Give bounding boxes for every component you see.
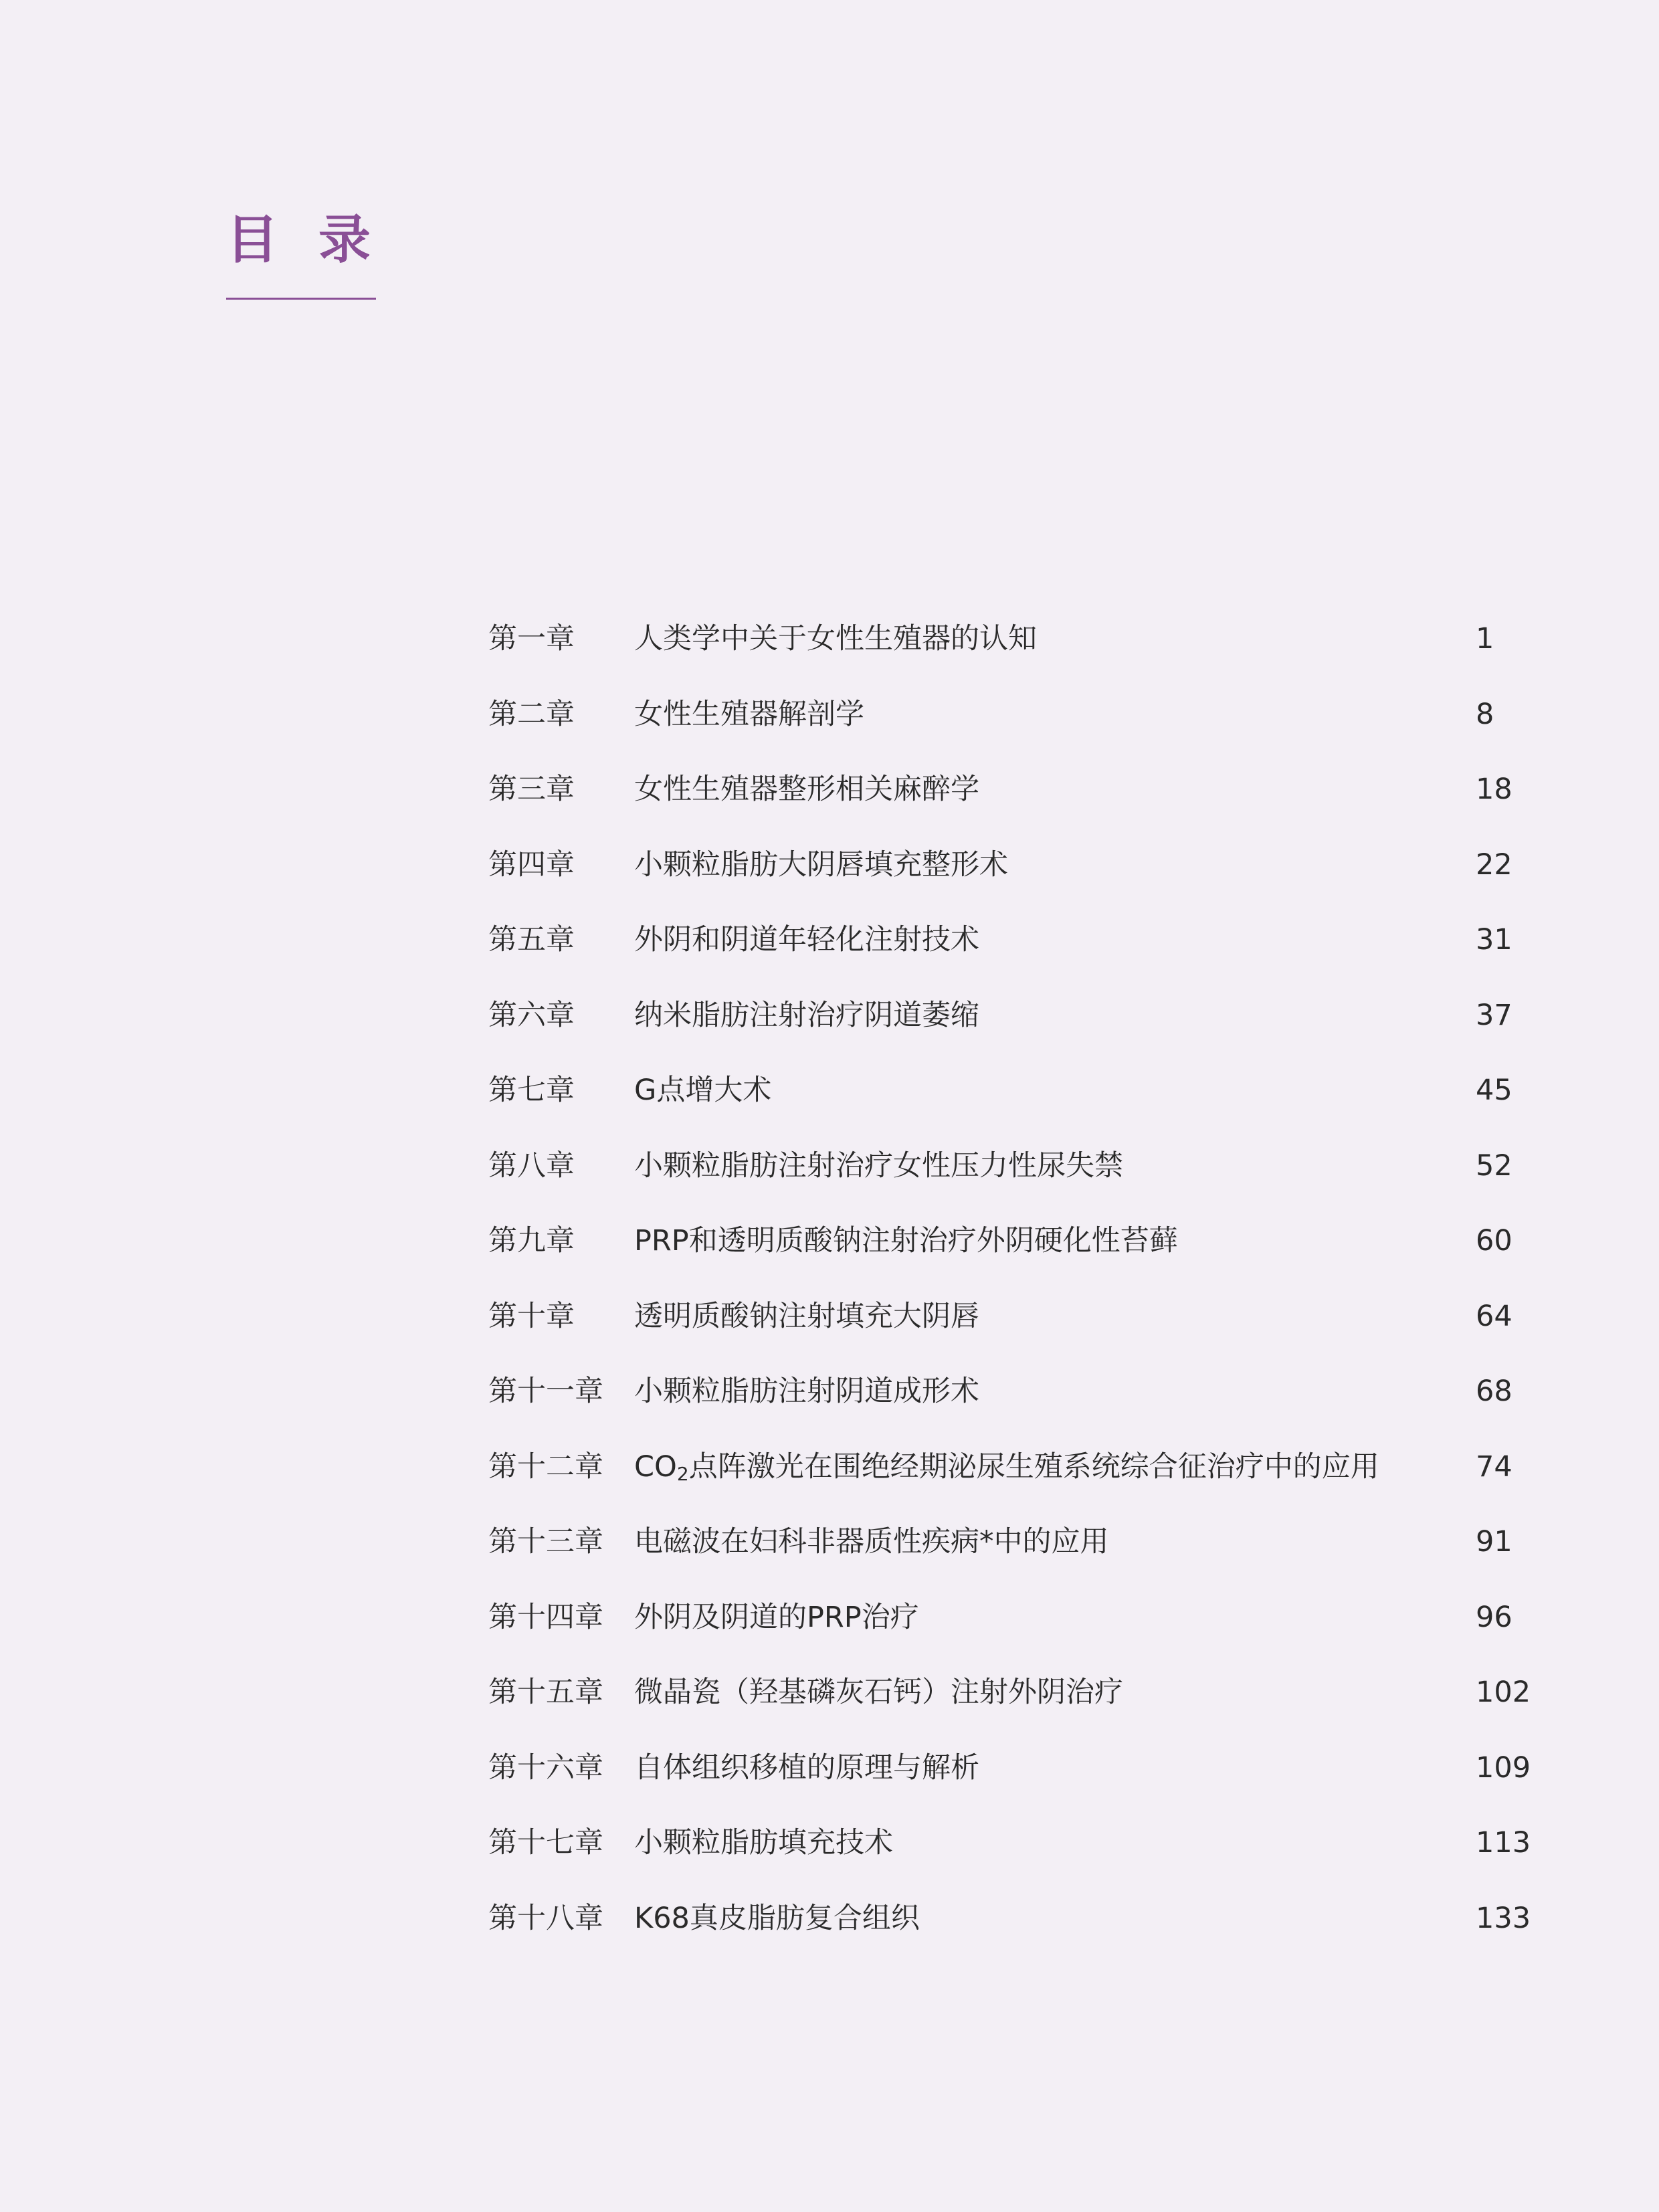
page-number: 102 xyxy=(1476,1676,1531,1709)
title-underline xyxy=(226,298,376,300)
chapter-title: 小颗粒脂肪注射治疗女性压力性尿失禁 xyxy=(634,1148,1123,1183)
chapter-title: 小颗粒脂肪大阴唇填充整形术 xyxy=(634,847,1008,882)
chapter-title: 女性生殖器解剖学 xyxy=(634,697,864,731)
page-number: 74 xyxy=(1476,1449,1512,1484)
chapter-title: 人类学中关于女性生殖器的认知 xyxy=(634,622,1037,656)
chapter-title: PRP和透明质酸钠注射治疗外阴硬化性苔藓 xyxy=(634,1224,1178,1258)
chapter-title: 外阴和阴道年轻化注射技术 xyxy=(634,923,979,957)
chapter-number: 第十六章 xyxy=(488,1750,603,1785)
toc-row[interactable] xyxy=(488,1744,1532,1820)
chapter-title-prefix: CO xyxy=(634,1449,677,1484)
chapter-number: 第一章 xyxy=(488,622,575,656)
page-number: 18 xyxy=(1476,773,1512,806)
chapter-title: 电磁波在妇科非器质性疾病*中的应用 xyxy=(634,1525,1109,1559)
toc-row[interactable] xyxy=(488,766,1532,841)
page-number: 96 xyxy=(1476,1600,1512,1634)
page-number: 113 xyxy=(1476,1826,1531,1859)
chapter-number: 第十一章 xyxy=(488,1375,603,1408)
toc-row[interactable] xyxy=(488,1368,1532,1443)
chapter-title: 女性生殖器整形相关麻醉学 xyxy=(634,773,979,806)
chapter-number: 第四章 xyxy=(488,847,575,882)
toc-row[interactable] xyxy=(488,1443,1532,1519)
chapter-number: 第九章 xyxy=(488,1224,575,1258)
page-number: 8 xyxy=(1476,697,1494,731)
page-number: 109 xyxy=(1476,1750,1531,1785)
chapter-title: 小颗粒脂肪注射阴道成形术 xyxy=(634,1375,979,1408)
chapter-title: 纳米脂肪注射治疗阴道萎缩 xyxy=(634,998,979,1032)
page-number: 37 xyxy=(1476,998,1512,1032)
table-of-contents xyxy=(488,615,1532,1970)
toc-row[interactable] xyxy=(488,916,1532,992)
chapter-title: K68真皮脂肪复合组织 xyxy=(634,1901,920,1935)
chapter-number: 第十二章 xyxy=(488,1449,603,1484)
toc-row[interactable] xyxy=(488,1819,1532,1895)
chapter-number: 第二章 xyxy=(488,697,575,731)
chapter-title: 微晶瓷（羟基磷灰石钙）注射外阴治疗 xyxy=(634,1676,1123,1709)
toc-row[interactable] xyxy=(488,691,1532,767)
chapter-number: 第八章 xyxy=(488,1148,575,1183)
page-number: 91 xyxy=(1476,1525,1512,1559)
page-number: 22 xyxy=(1476,847,1512,882)
chapter-title: 透明质酸钠注射填充大阴唇 xyxy=(634,1299,979,1333)
toc-row[interactable] xyxy=(488,1669,1532,1744)
toc-row[interactable] xyxy=(488,1895,1532,1971)
chapter-number: 第七章 xyxy=(488,1074,575,1107)
toc-row[interactable] xyxy=(488,1518,1532,1594)
toc-row[interactable] xyxy=(488,615,1532,691)
chapter-number: 第六章 xyxy=(488,998,575,1032)
page-number: 64 xyxy=(1476,1299,1512,1333)
page-number: 133 xyxy=(1476,1901,1531,1935)
chapter-number: 第十章 xyxy=(488,1299,575,1333)
toc-row[interactable] xyxy=(488,1217,1532,1293)
toc-row[interactable] xyxy=(488,1293,1532,1369)
chapter-number: 第十四章 xyxy=(488,1600,603,1634)
chapter-number: 第十五章 xyxy=(488,1676,603,1709)
chapter-number: 第五章 xyxy=(488,923,575,957)
chapter-title: 自体组织移植的原理与解析 xyxy=(634,1750,979,1785)
toc-row[interactable] xyxy=(488,1067,1532,1142)
chapter-number: 第十八章 xyxy=(488,1901,603,1935)
chapter-title: G点增大术 xyxy=(634,1074,772,1107)
page-number: 1 xyxy=(1476,622,1494,656)
page-number: 52 xyxy=(1476,1148,1512,1183)
chapter-number: 第三章 xyxy=(488,773,575,806)
chapter-title-suffix: 点阵激光在围绝经期泌尿生殖系统综合征治疗中的应用 xyxy=(688,1449,1379,1484)
page-number: 45 xyxy=(1476,1074,1512,1107)
chapter-number: 第十七章 xyxy=(488,1826,603,1859)
page-number: 68 xyxy=(1476,1375,1512,1408)
toc-row[interactable] xyxy=(488,992,1532,1068)
toc-row[interactable] xyxy=(488,841,1532,917)
subscript-2: 2 xyxy=(676,1462,689,1485)
page-number: 60 xyxy=(1476,1224,1512,1258)
chapter-number: 第十三章 xyxy=(488,1525,603,1559)
page-title: 目录 xyxy=(226,210,411,270)
chapter-title: 外阴及阴道的PRP治疗 xyxy=(634,1600,919,1634)
chapter-title: 小颗粒脂肪填充技术 xyxy=(634,1826,893,1859)
toc-row[interactable] xyxy=(488,1594,1532,1670)
chapter-title xyxy=(634,1449,1379,1485)
page-number: 31 xyxy=(1476,923,1512,957)
toc-row[interactable] xyxy=(488,1142,1532,1218)
